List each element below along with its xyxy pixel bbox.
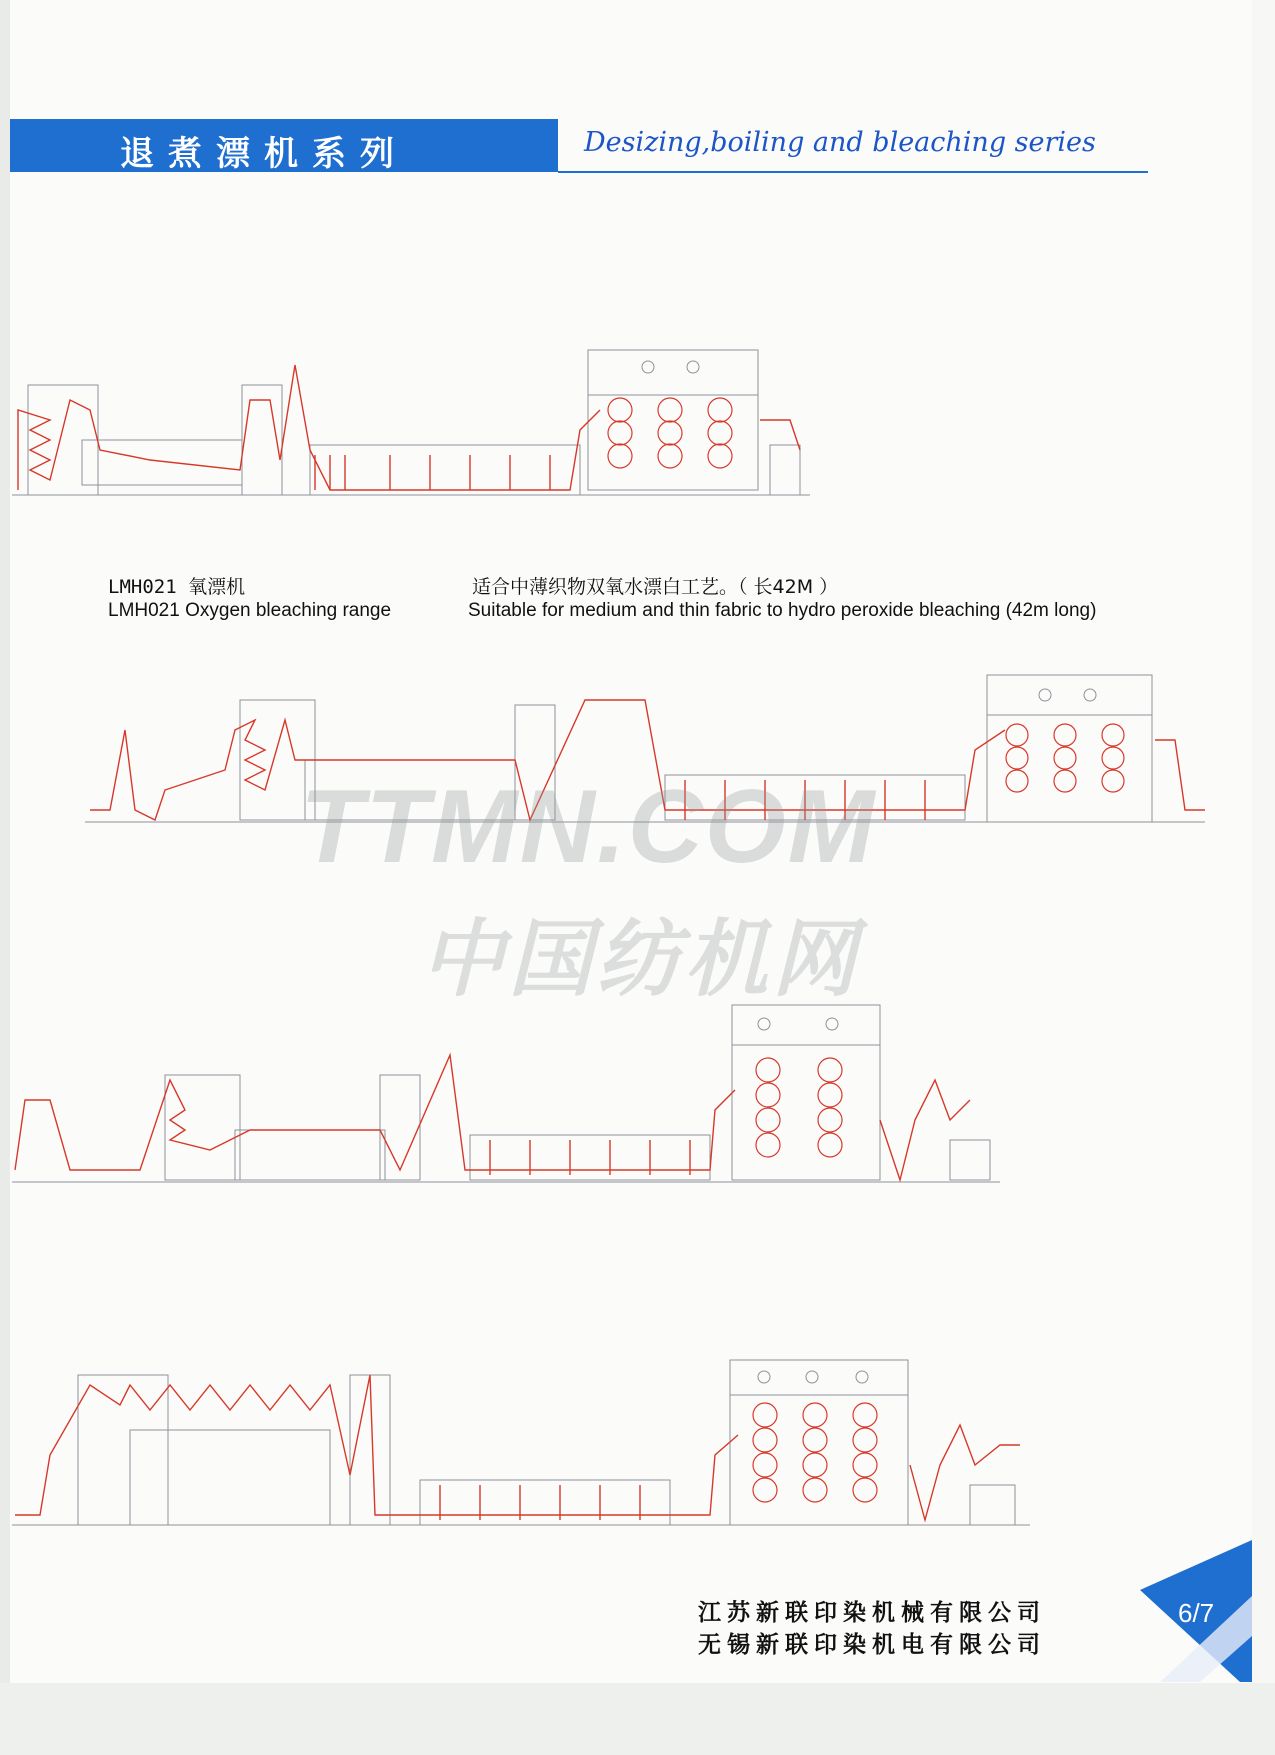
company-name-2: 无锡新联印染机电有限公司 bbox=[698, 1632, 1046, 1658]
model-name-en: LMH021 Oxygen bleaching range bbox=[108, 600, 392, 621]
diagram-range-1 bbox=[10, 340, 820, 500]
company-name-1: 江苏新联印染机械有限公司 bbox=[698, 1600, 1046, 1626]
page-bottom-edge bbox=[0, 1683, 1275, 1755]
watermark-cn: 中国纺机网 bbox=[420, 910, 861, 1008]
diagram-range-4 bbox=[10, 1355, 1040, 1535]
header-rule bbox=[558, 171, 1148, 173]
description-en: Suitable for medium and thin fabric to hydro peroxide bleaching (42m long) bbox=[468, 600, 1097, 621]
diagram-range-3 bbox=[10, 1000, 1010, 1190]
page-number: 6/7 bbox=[1178, 1598, 1215, 1628]
page-title-cn: 退煮漂机系列 bbox=[120, 134, 408, 174]
page-edge bbox=[0, 0, 10, 1755]
page-title-en: Desizing,boiling and bleaching series bbox=[584, 127, 1096, 158]
description-cn: 适合中薄织物双氧水漂白工艺。（ 长42M ） bbox=[472, 576, 839, 598]
page-number-badge bbox=[1130, 1540, 1252, 1682]
model-name-cn: LMH021 氧漂机 bbox=[108, 576, 246, 598]
watermark-en: TTMN.COM bbox=[300, 769, 877, 885]
